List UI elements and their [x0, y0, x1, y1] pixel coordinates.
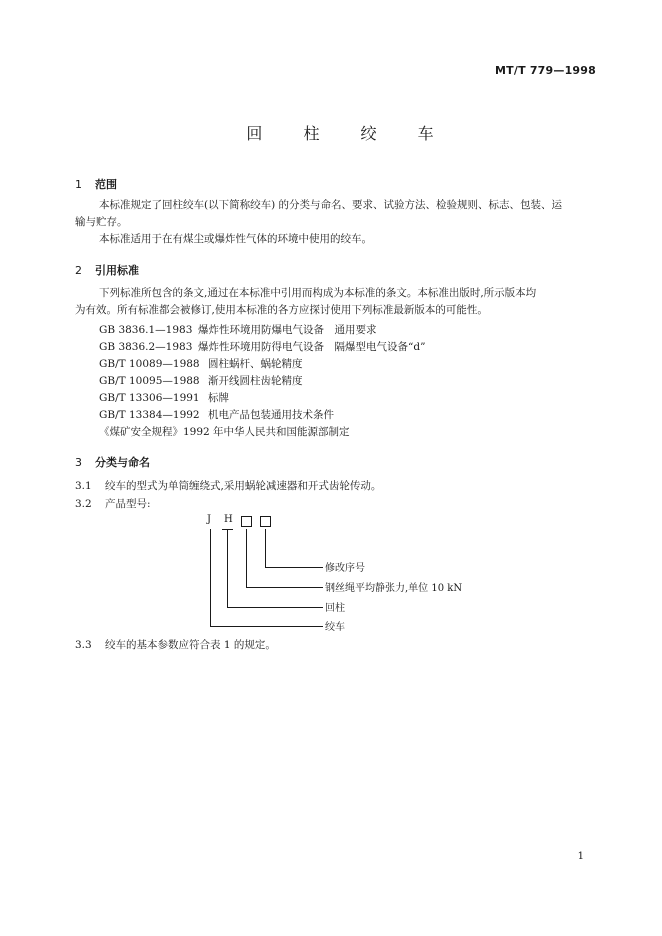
section-number: 3 [75, 456, 82, 469]
reference-item [99, 356, 303, 371]
clause-text: 产品型号: [105, 498, 151, 510]
section-1-heading [75, 176, 117, 192]
leader-line [246, 529, 247, 587]
reference-code: GB 3836.2—1983 [99, 341, 193, 353]
reference-title: 机电产品包装通用技术条件 [208, 409, 334, 421]
placeholder-box [241, 516, 252, 527]
clause-3-3 [75, 637, 276, 652]
section-number: 2 [75, 264, 82, 277]
paragraph: 下列标准所包含的条文,通过在本标准中引用而构成为本标准的条文。本标准出版时,所示版本均 [99, 287, 537, 299]
section-number: 1 [75, 178, 82, 191]
leader-line [265, 567, 323, 568]
label-rope-tension: 钢丝绳平均静张力,单位 10 kN [325, 583, 463, 594]
page-number: 1 [577, 851, 584, 862]
clause-number: 3.3 [75, 639, 92, 651]
paragraph: 本标准规定了回柱绞车(以下简称绞车) 的分类与命名、要求、试验方法、检验规则、标志、包装、运 [99, 199, 563, 211]
leader-line [227, 607, 323, 608]
section-2-heading [75, 262, 139, 278]
reference-title: 爆炸性环境用防得电气设备 隔爆型电气设备“d” [198, 341, 426, 353]
reference-item [99, 339, 425, 354]
clause-text: 绞车的基本参数应符合表 1 的规定。 [105, 639, 276, 651]
reference-item [99, 373, 303, 388]
model-letter-j: J [207, 514, 212, 525]
leader-line [210, 529, 211, 626]
placeholder-box [260, 516, 271, 527]
reference-item [99, 407, 334, 422]
reference-code: GB 3836.1—1983 [99, 324, 193, 336]
reference-item [99, 322, 377, 337]
reference-code: GB/T 10095—1988 [99, 375, 200, 387]
regulation-reference: 《煤矿安全规程》1992 年中华人民共和国能源部制定 [99, 426, 350, 438]
clause-number: 3.2 [75, 498, 92, 510]
reference-title: 爆炸性环境用防爆电气设备 通用要求 [198, 324, 377, 336]
leader-line [222, 529, 233, 530]
section-title: 引用标准 [95, 264, 139, 277]
reference-title: 圆柱蜗杆、蜗轮精度 [208, 358, 303, 370]
document-title: 回 柱 绞 车 [246, 124, 452, 143]
clause-3-1 [75, 478, 381, 493]
reference-item [99, 390, 229, 405]
paragraph: 本标准适用于在有煤尘或爆炸性气体的环境中使用的绞车。 [99, 233, 372, 245]
section-title: 分类与命名 [95, 456, 150, 469]
leader-line [265, 529, 266, 567]
clause-3-2 [75, 496, 151, 511]
paragraph: 为有效。所有标准都会被修订,使用本标准的各方应探讨使用下列标准最新版本的可能性。 [75, 304, 488, 316]
reference-title: 标牌 [208, 392, 229, 404]
reference-code: GB/T 10089—1988 [99, 358, 200, 370]
label-winch: 绞车 [325, 622, 345, 633]
leader-line [227, 529, 228, 607]
section-3-heading [75, 454, 150, 470]
reference-code: GB/T 13306—1991 [99, 392, 200, 404]
reference-title: 渐开线圆柱齿轮精度 [208, 375, 303, 387]
standard-code: MT/T 779—1998 [495, 64, 596, 77]
clause-text: 绞车的型式为单筒缠绕式,采用蜗轮减速器和开式齿轮传动。 [105, 480, 382, 492]
paragraph: 输与贮存。 [75, 216, 128, 228]
label-revision-number: 修改序号 [325, 563, 365, 574]
leader-line [210, 626, 323, 627]
label-prop-recovery: 回柱 [325, 603, 345, 614]
section-title: 范围 [95, 178, 117, 191]
reference-code: GB/T 13384—1992 [99, 409, 200, 421]
clause-number: 3.1 [75, 480, 92, 492]
model-letter-h: H [224, 514, 233, 525]
leader-line [246, 587, 323, 588]
